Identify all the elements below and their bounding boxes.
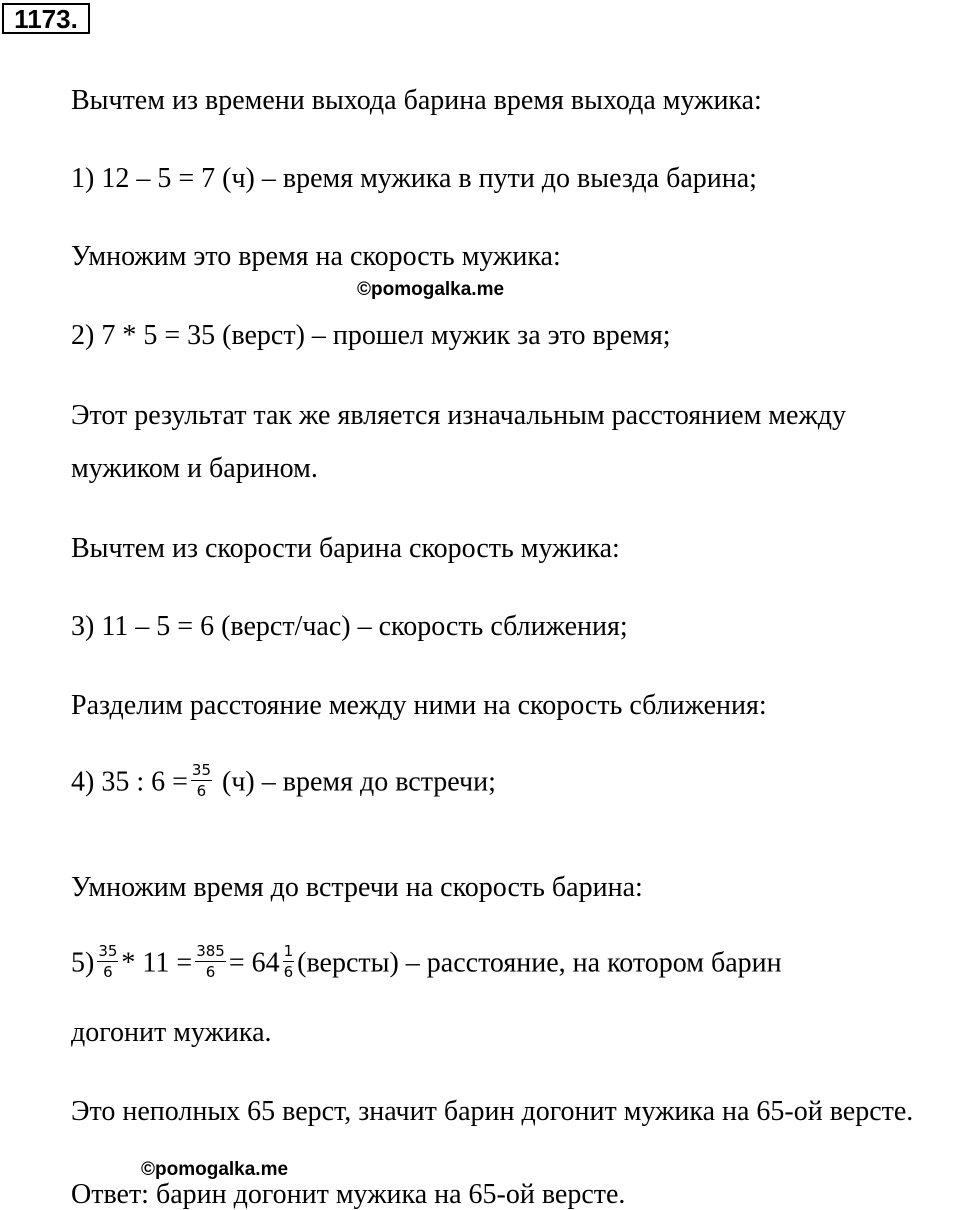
fraction-denominator: 6 bbox=[283, 963, 294, 981]
fraction-denominator: 6 bbox=[196, 782, 207, 800]
step-4-suffix: (ч) – время до встречи; bbox=[222, 766, 496, 798]
text-line-6: мужиком и барином. bbox=[71, 453, 318, 484]
fraction bbox=[191, 763, 212, 799]
problem-number: 1173. bbox=[2, 3, 90, 34]
step-4-prefix: 4) 35 : 6 = bbox=[71, 766, 188, 798]
fraction-numerator: 35 bbox=[191, 761, 211, 779]
fraction bbox=[283, 944, 295, 980]
step-5-label: 5) bbox=[71, 947, 95, 979]
text-line-11: Умножим время до встречи на скорость барина: bbox=[71, 872, 643, 903]
fraction bbox=[97, 944, 118, 980]
fraction-numerator: 35 bbox=[98, 942, 118, 960]
step-3: 3) 11 – 5 = 6 (верст/час) – скорость сближения; bbox=[71, 611, 628, 642]
fraction-numerator: 1 bbox=[283, 942, 294, 960]
text-line-1: Вычтем из времени выхода барина время выхода мужика: bbox=[71, 85, 762, 116]
step-5-suffix: (версты) – расстояние, на котором барин bbox=[297, 947, 782, 979]
step-2: 2) 7 * 5 = 35 (верст) – прошел мужик за это время; bbox=[71, 320, 671, 351]
fraction-numerator: 385 bbox=[196, 942, 225, 960]
text-line-7: Вычтем из скорости барина скорость мужика: bbox=[71, 533, 620, 564]
watermark-top: ©pomogalka.me bbox=[357, 279, 505, 300]
text-line-14: Это неполных 65 верст, значит барин догонит мужика на 65-ой версте. bbox=[71, 1096, 914, 1127]
answer-line: Ответ: барин догонит мужика на 65-ой версте. bbox=[71, 1179, 626, 1210]
step-5-mid-2: = 64 bbox=[228, 947, 280, 979]
text-line-13: догонит мужика. bbox=[71, 1017, 272, 1048]
watermark-bottom: ©pomogalka.me bbox=[141, 1159, 289, 1180]
text-line-5: Этот результат так же является изначальным расстоянием между bbox=[71, 400, 847, 431]
step-1: 1) 12 – 5 = 7 (ч) – время мужика в пути до выезда барина; bbox=[71, 163, 757, 194]
step-5 bbox=[71, 942, 782, 983]
step-4 bbox=[71, 761, 496, 802]
text-line-3: Умножим это время на скорость мужика: bbox=[71, 241, 561, 272]
fraction bbox=[195, 944, 226, 980]
fraction-denominator: 6 bbox=[103, 963, 113, 981]
text-line-9: Разделим расстояние между ними на скорость сближения: bbox=[71, 690, 767, 721]
step-5-mid-1: * 11 = bbox=[121, 947, 193, 979]
fraction-denominator: 6 bbox=[205, 963, 216, 981]
